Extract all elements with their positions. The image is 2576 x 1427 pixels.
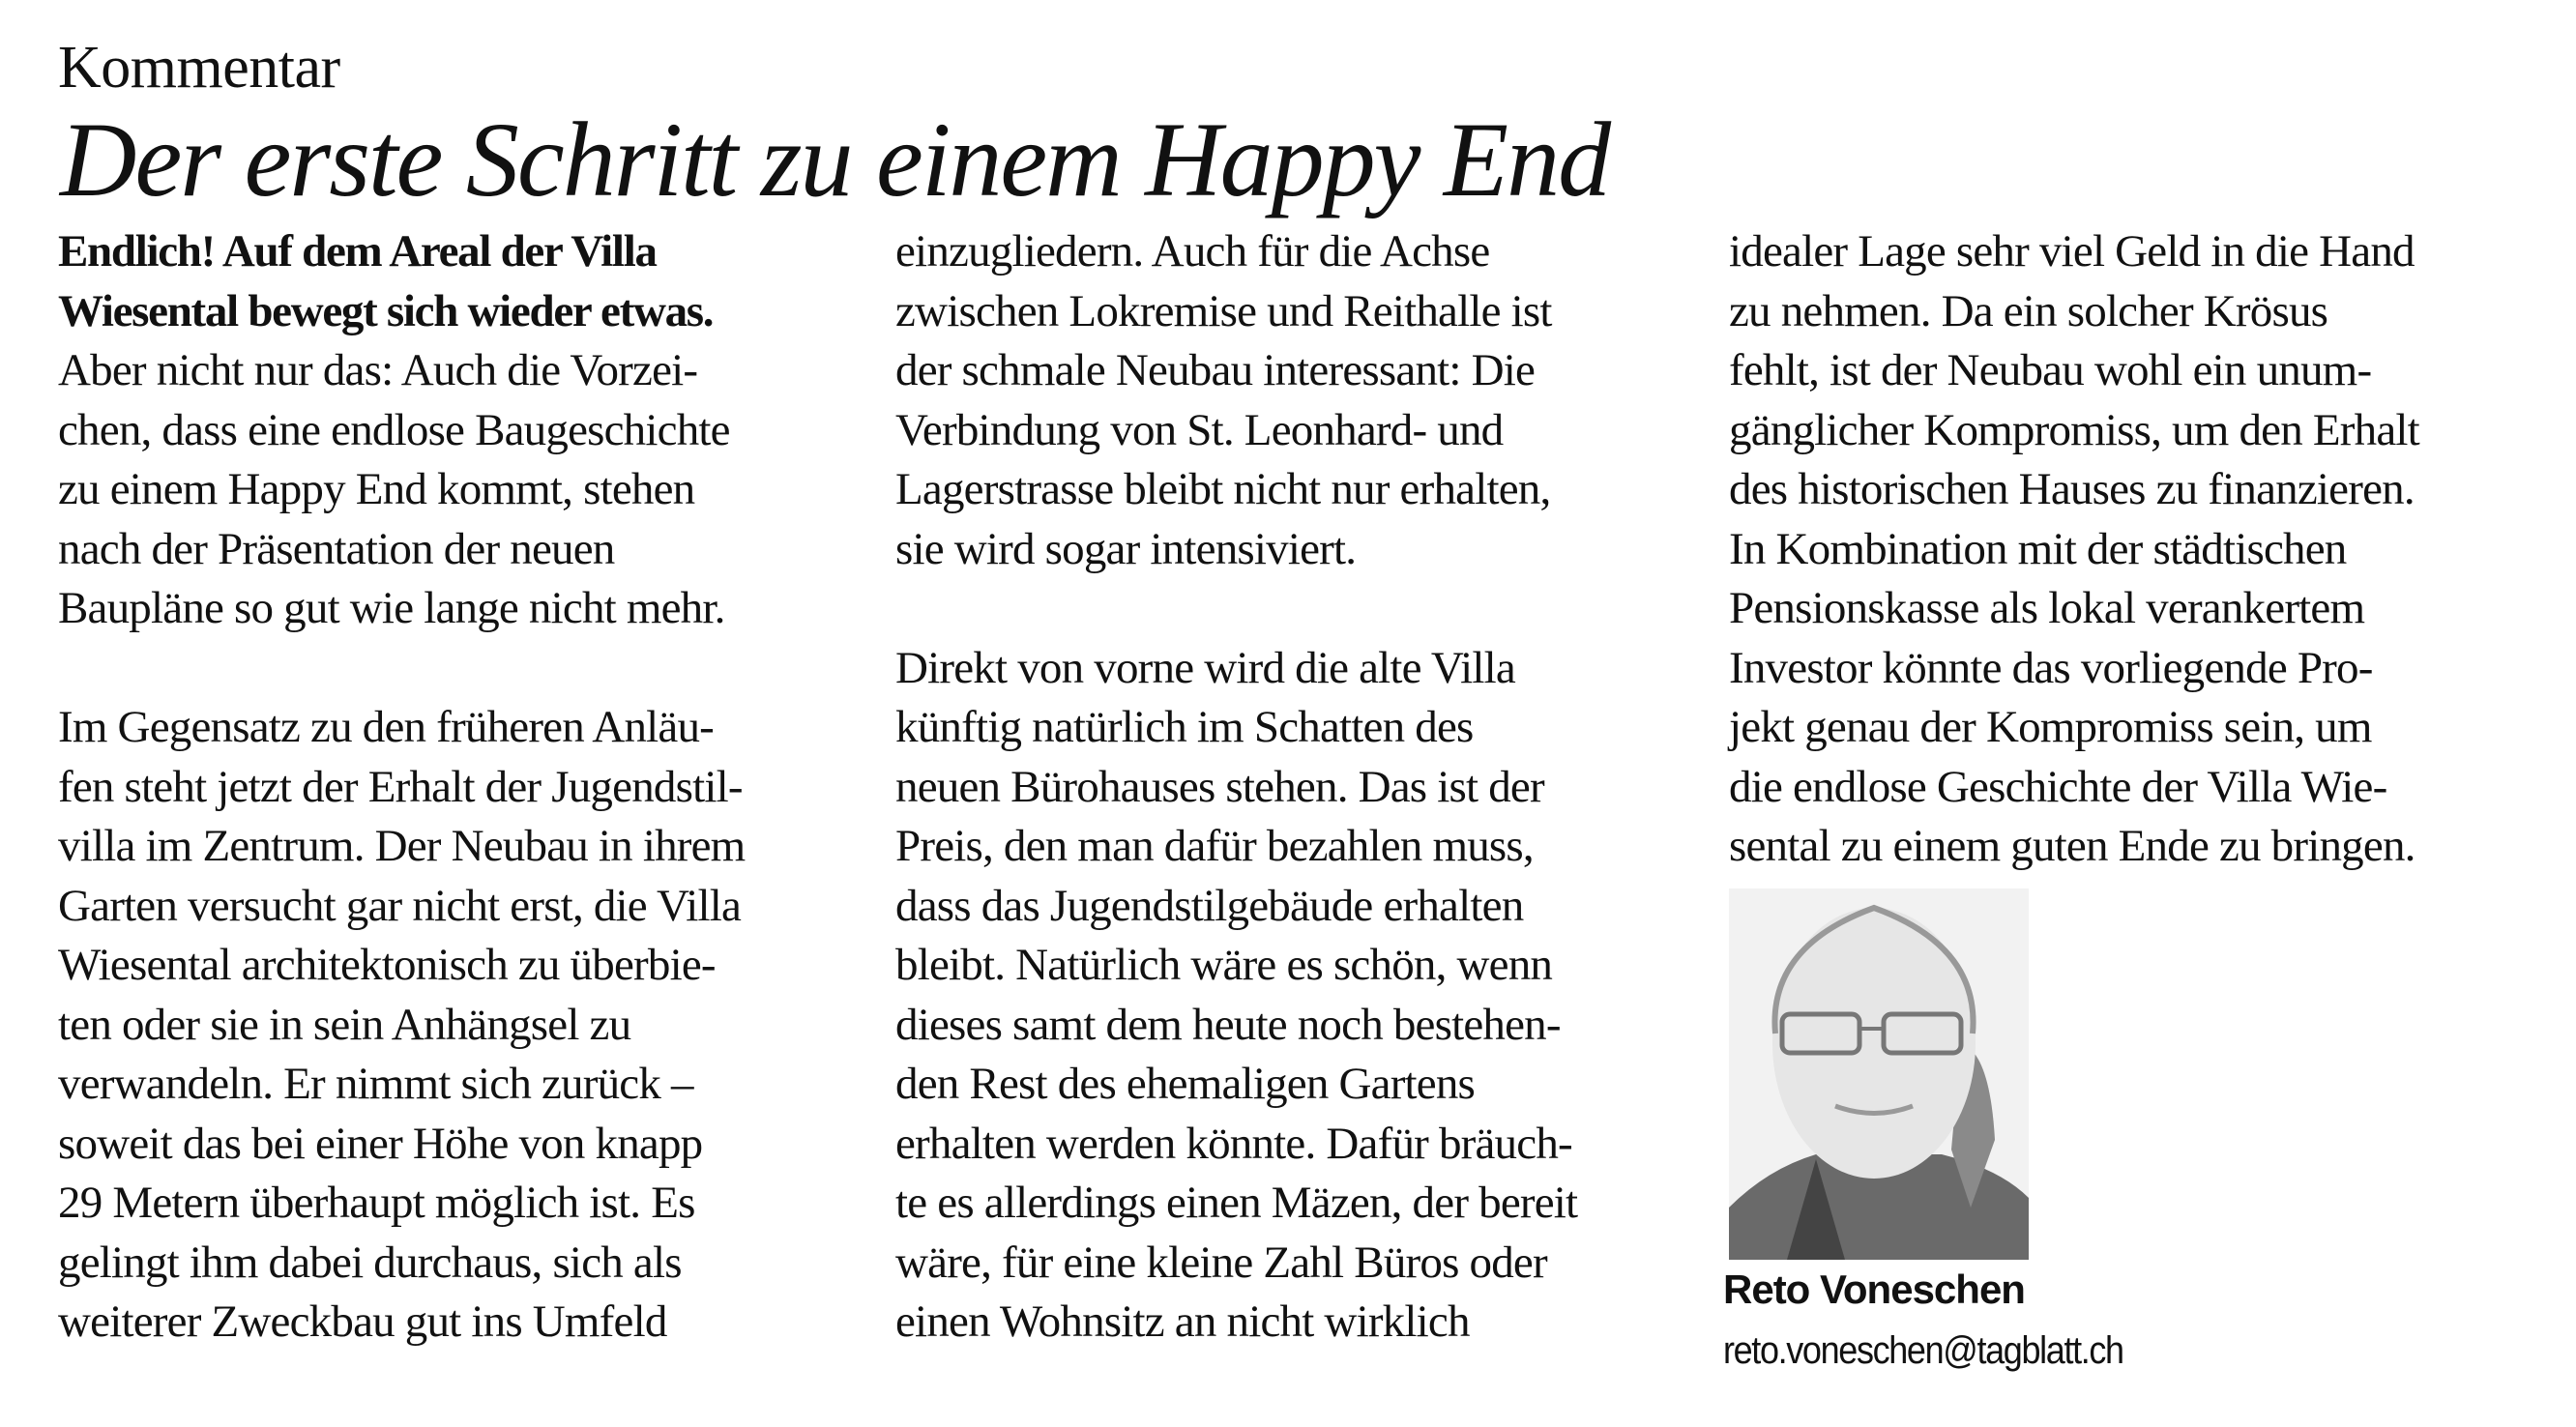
text-line: den Rest des ehemaligen Gartens — [895, 1059, 1476, 1109]
column-2 — [895, 222, 1717, 1353]
text-line: soweit das bei einer Höhe von knapp — [58, 1118, 703, 1169]
text-line: Lagerstrasse bleibt nicht nur erhalten, — [895, 464, 1551, 514]
author-name: Reto Voneschen — [1723, 1267, 2025, 1312]
text-line: Endlich! Auf dem Areal der Villa — [58, 226, 657, 277]
text-line: Aber nicht nur das: Auch die Vorzei- — [58, 345, 698, 395]
text-line: Pensionskasse als lokal verankertem — [1729, 583, 2365, 633]
author-photo — [1729, 888, 2029, 1260]
text-line: In Kombination mit der städtischen — [1729, 523, 2347, 574]
paragraph — [58, 698, 880, 1353]
column-3 — [1729, 222, 2551, 877]
text-line: neuen Bürohauses stehen. Das ist der — [895, 761, 1544, 812]
text-line: bleibt. Natürlich wäre es schön, wenn — [895, 940, 1553, 990]
text-line: 29 Metern überhaupt möglich ist. Es — [58, 1178, 695, 1228]
text-line: ten oder sie in sein Anhängsel zu — [58, 999, 631, 1050]
text-line: gänglicher Kompromiss, um den Erhalt — [1729, 404, 2419, 455]
text-line: weiterer Zweckbau gut ins Umfeld — [58, 1296, 667, 1347]
text-line: zu nehmen. Da ein solcher Krösus — [1729, 285, 2328, 336]
column-1 — [58, 222, 880, 1353]
text-line: erhalten werden könnte. Dafür bräuch- — [895, 1118, 1572, 1169]
paragraph — [1729, 222, 2551, 877]
text-line: chen, dass eine endlose Baugeschichte — [58, 404, 730, 455]
text-line: Direkt von vorne wird die alte Villa — [895, 642, 1515, 693]
text-line: fen steht jetzt der Erhalt der Jugendstil- — [58, 761, 743, 812]
headline: Der erste Schritt zu einem Happy End — [60, 101, 1610, 218]
text-line: villa im Zentrum. Der Neubau in ihrem — [58, 821, 746, 871]
text-line: te es allerdings einen Mäzen, der bereit — [895, 1178, 1578, 1228]
text-line: zwischen Lokremise und Reithalle ist — [895, 285, 1552, 336]
text-line: verwandeln. Er nimmt sich zurück – — [58, 1059, 693, 1109]
paragraph — [895, 222, 1717, 579]
kicker: Kommentar — [58, 35, 340, 101]
text-line: dass das Jugendstilgebäude erhalten — [895, 880, 1524, 931]
text-line: Baupläne so gut wie lange nicht mehr. — [58, 583, 725, 633]
text-line: sental zu einem guten Ende zu bringen. — [1729, 821, 2415, 871]
text-line: fehlt, ist der Neubau wohl ein unum- — [1729, 345, 2372, 395]
text-line: einzugliedern. Auch für die Achse — [895, 226, 1490, 277]
text-line: idealer Lage sehr viel Geld in die Hand — [1729, 226, 2415, 277]
text-line: nach der Präsentation der neuen — [58, 523, 615, 574]
text-line: zu einem Happy End kommt, stehen — [58, 464, 695, 514]
text-line: dieses samt dem heute noch bestehen- — [895, 999, 1561, 1050]
text-line: sie wird sogar intensiviert. — [895, 523, 1357, 574]
text-line: gelingt ihm dabei durchaus, sich als — [58, 1237, 682, 1288]
text-line: Garten versucht gar nicht erst, die Villa — [58, 880, 742, 931]
text-line: einen Wohnsitz an nicht wirklich — [895, 1296, 1470, 1347]
paragraph — [895, 639, 1717, 1353]
text-line: Verbindung von St. Leonhard- und — [895, 404, 1504, 455]
text-line: wäre, für eine kleine Zahl Büros oder — [895, 1237, 1547, 1288]
author-email[interactable]: reto.voneschen@tagblatt.ch — [1723, 1329, 2123, 1372]
text-line: Wiesental bewegt sich wieder etwas. — [58, 285, 714, 336]
text-line: jekt genau der Kompromiss sein, um — [1729, 702, 2372, 752]
text-line: der schmale Neubau interessant: Die — [895, 345, 1536, 395]
text-line: des historischen Hauses zu finanzieren. — [1729, 464, 2415, 514]
text-line: Investor könnte das vorliegende Pro- — [1729, 642, 2373, 693]
text-line: Im Gegensatz zu den früheren Anläu- — [58, 702, 715, 752]
text-line: die endlose Geschichte der Villa Wie- — [1729, 761, 2387, 812]
text-line: Wiesental architektonisch zu überbie- — [58, 940, 716, 990]
text-line: Preis, den man dafür bezahlen muss, — [895, 821, 1534, 871]
lead-paragraph — [58, 222, 880, 341]
paragraph — [58, 341, 880, 639]
text-line: künftig natürlich im Schatten des — [895, 702, 1474, 752]
